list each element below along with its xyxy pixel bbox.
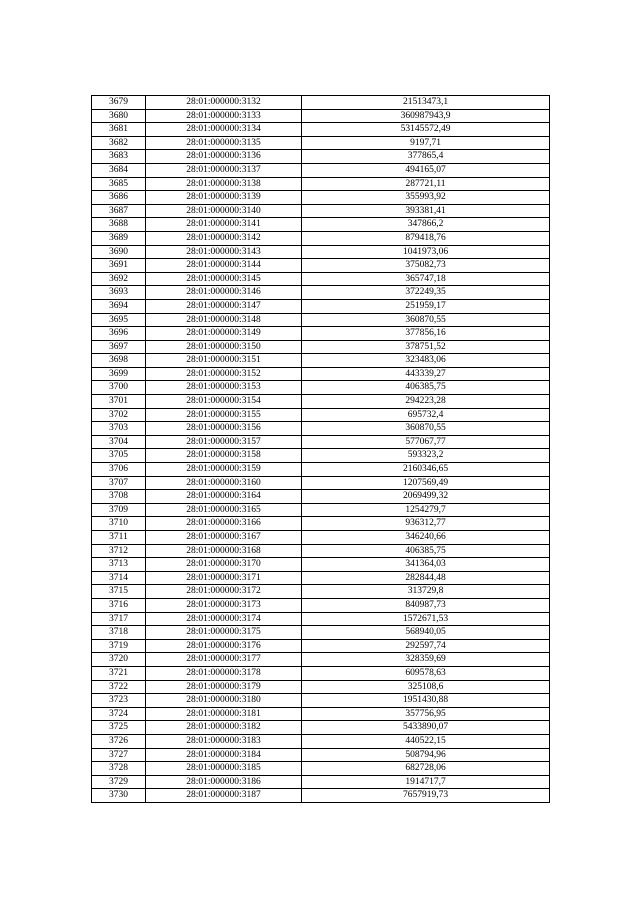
- table-row: [92, 653, 550, 667]
- value-cell: 365747,18: [302, 272, 550, 286]
- value-cell: 282844,48: [302, 571, 550, 585]
- cadastral-number-cell: 28:01:000000:3183: [146, 734, 302, 748]
- cadastral-number-cell: 28:01:000000:3134: [146, 123, 302, 137]
- value-cell: 53145572,49: [302, 123, 550, 137]
- value-cell: 328359,69: [302, 653, 550, 667]
- cadastral-number-cell: 28:01:000000:3168: [146, 544, 302, 558]
- row-number-cell: 3712: [92, 544, 146, 558]
- value-cell: 1914717,7: [302, 775, 550, 789]
- row-number-cell: 3691: [92, 259, 146, 273]
- table-row: [92, 204, 550, 218]
- cadastral-number-cell: 28:01:000000:3184: [146, 748, 302, 762]
- row-number-cell: 3684: [92, 163, 146, 177]
- value-cell: 292597,74: [302, 639, 550, 653]
- value-cell: 593323,2: [302, 449, 550, 463]
- table-row: [92, 463, 550, 477]
- cadastral-number-cell: 28:01:000000:3176: [146, 639, 302, 653]
- cadastral-number-cell: 28:01:000000:3178: [146, 666, 302, 680]
- table-row: [92, 762, 550, 776]
- value-cell: 375082,73: [302, 259, 550, 273]
- row-number-cell: 3699: [92, 367, 146, 381]
- cadastral-number-cell: 28:01:000000:3151: [146, 354, 302, 368]
- table-row: [92, 721, 550, 735]
- row-number-cell: 3693: [92, 286, 146, 300]
- table-row: [92, 109, 550, 123]
- value-cell: 393381,41: [302, 204, 550, 218]
- value-cell: 840987,73: [302, 598, 550, 612]
- row-number-cell: 3728: [92, 762, 146, 776]
- table-body: [92, 96, 550, 803]
- value-cell: 347866,2: [302, 218, 550, 232]
- table-row: [92, 367, 550, 381]
- table-row: [92, 96, 550, 110]
- value-cell: 378751,52: [302, 340, 550, 354]
- row-number-cell: 3718: [92, 626, 146, 640]
- row-number-cell: 3715: [92, 585, 146, 599]
- table-row: [92, 123, 550, 137]
- table-row: [92, 476, 550, 490]
- table-row: [92, 585, 550, 599]
- table-row: [92, 395, 550, 409]
- value-cell: 1207569,49: [302, 476, 550, 490]
- row-number-cell: 3689: [92, 231, 146, 245]
- cadastral-number-cell: 28:01:000000:3175: [146, 626, 302, 640]
- value-cell: 287721,11: [302, 177, 550, 191]
- row-number-cell: 3696: [92, 327, 146, 341]
- row-number-cell: 3713: [92, 558, 146, 572]
- value-cell: 360870,55: [302, 422, 550, 436]
- cadastral-number-cell: 28:01:000000:3170: [146, 558, 302, 572]
- value-cell: 1951430,88: [302, 694, 550, 708]
- row-number-cell: 3685: [92, 177, 146, 191]
- row-number-cell: 3730: [92, 789, 146, 803]
- value-cell: 695732,4: [302, 408, 550, 422]
- cadastral-number-cell: 28:01:000000:3139: [146, 191, 302, 205]
- cadastral-number-cell: 28:01:000000:3154: [146, 395, 302, 409]
- cadastral-number-cell: 28:01:000000:3146: [146, 286, 302, 300]
- value-cell: 406385,75: [302, 381, 550, 395]
- value-cell: 1254279,7: [302, 503, 550, 517]
- table-row: [92, 571, 550, 585]
- row-number-cell: 3709: [92, 503, 146, 517]
- cadastral-number-cell: 28:01:000000:3152: [146, 367, 302, 381]
- cadastral-number-cell: 28:01:000000:3174: [146, 612, 302, 626]
- table-row: [92, 775, 550, 789]
- row-number-cell: 3711: [92, 531, 146, 545]
- table-row: [92, 163, 550, 177]
- row-number-cell: 3700: [92, 381, 146, 395]
- cadastral-number-cell: 28:01:000000:3185: [146, 762, 302, 776]
- table-row: [92, 150, 550, 164]
- table-row: [92, 626, 550, 640]
- table-row: [92, 680, 550, 694]
- value-cell: 2069499,32: [302, 490, 550, 504]
- table-row: [92, 789, 550, 803]
- value-cell: 251959,17: [302, 299, 550, 313]
- value-cell: 294223,28: [302, 395, 550, 409]
- value-cell: 2160346,65: [302, 463, 550, 477]
- table-row: [92, 748, 550, 762]
- table-row: [92, 422, 550, 436]
- value-cell: 346240,66: [302, 531, 550, 545]
- value-cell: 325108,6: [302, 680, 550, 694]
- cadastral-number-cell: 28:01:000000:3145: [146, 272, 302, 286]
- value-cell: 360870,55: [302, 313, 550, 327]
- table-row: [92, 340, 550, 354]
- cadastral-number-cell: 28:01:000000:3173: [146, 598, 302, 612]
- table-row: [92, 435, 550, 449]
- row-number-cell: 3723: [92, 694, 146, 708]
- table-row: [92, 544, 550, 558]
- row-number-cell: 3724: [92, 707, 146, 721]
- row-number-cell: 3707: [92, 476, 146, 490]
- row-number-cell: 3729: [92, 775, 146, 789]
- cadastral-number-cell: 28:01:000000:3143: [146, 245, 302, 259]
- table-row: [92, 177, 550, 191]
- value-cell: 443339,27: [302, 367, 550, 381]
- value-cell: 372249,35: [302, 286, 550, 300]
- value-cell: 341364,03: [302, 558, 550, 572]
- cadastral-number-cell: 28:01:000000:3155: [146, 408, 302, 422]
- value-cell: 440522,15: [302, 734, 550, 748]
- table-row: [92, 272, 550, 286]
- row-number-cell: 3716: [92, 598, 146, 612]
- table-row: [92, 299, 550, 313]
- value-cell: 577067,77: [302, 435, 550, 449]
- table-row: [92, 707, 550, 721]
- value-cell: 494165,07: [302, 163, 550, 177]
- row-number-cell: 3722: [92, 680, 146, 694]
- table-row: [92, 327, 550, 341]
- cadastral-number-cell: 28:01:000000:3167: [146, 531, 302, 545]
- value-cell: 568940,05: [302, 626, 550, 640]
- table-row: [92, 612, 550, 626]
- cadastral-number-cell: 28:01:000000:3147: [146, 299, 302, 313]
- value-cell: 879418,76: [302, 231, 550, 245]
- row-number-cell: 3701: [92, 395, 146, 409]
- row-number-cell: 3690: [92, 245, 146, 259]
- table-row: [92, 503, 550, 517]
- cadastral-number-cell: 28:01:000000:3179: [146, 680, 302, 694]
- value-cell: 7657919,73: [302, 789, 550, 803]
- cadastral-number-cell: 28:01:000000:3136: [146, 150, 302, 164]
- cadastral-number-cell: 28:01:000000:3150: [146, 340, 302, 354]
- table-row: [92, 218, 550, 232]
- table-row: [92, 191, 550, 205]
- table-row: [92, 286, 550, 300]
- table-row: [92, 639, 550, 653]
- row-number-cell: 3710: [92, 517, 146, 531]
- row-number-cell: 3694: [92, 299, 146, 313]
- row-number-cell: 3725: [92, 721, 146, 735]
- value-cell: 1041973,06: [302, 245, 550, 259]
- table-row: [92, 245, 550, 259]
- table-row: [92, 354, 550, 368]
- table-row: [92, 531, 550, 545]
- row-number-cell: 3695: [92, 313, 146, 327]
- row-number-cell: 3680: [92, 109, 146, 123]
- cadastral-number-cell: 28:01:000000:3160: [146, 476, 302, 490]
- cadastral-number-cell: 28:01:000000:3158: [146, 449, 302, 463]
- value-cell: 21513473,1: [302, 96, 550, 110]
- table-row: [92, 449, 550, 463]
- value-cell: 355993,92: [302, 191, 550, 205]
- table-row: [92, 694, 550, 708]
- row-number-cell: 3692: [92, 272, 146, 286]
- cadastral-number-cell: 28:01:000000:3159: [146, 463, 302, 477]
- value-cell: 360987943,9: [302, 109, 550, 123]
- row-number-cell: 3726: [92, 734, 146, 748]
- row-number-cell: 3720: [92, 653, 146, 667]
- value-cell: 313729,8: [302, 585, 550, 599]
- row-number-cell: 3682: [92, 136, 146, 150]
- cadastral-number-cell: 28:01:000000:3172: [146, 585, 302, 599]
- cadastral-number-cell: 28:01:000000:3141: [146, 218, 302, 232]
- row-number-cell: 3702: [92, 408, 146, 422]
- row-number-cell: 3721: [92, 666, 146, 680]
- cadastral-number-cell: 28:01:000000:3180: [146, 694, 302, 708]
- row-number-cell: 3679: [92, 96, 146, 110]
- cadastral-number-cell: 28:01:000000:3181: [146, 707, 302, 721]
- table-row: [92, 517, 550, 531]
- table-row: [92, 734, 550, 748]
- cadastral-number-cell: 28:01:000000:3142: [146, 231, 302, 245]
- cadastral-number-cell: 28:01:000000:3149: [146, 327, 302, 341]
- table-row: [92, 558, 550, 572]
- value-cell: 406385,75: [302, 544, 550, 558]
- cadastral-number-cell: 28:01:000000:3138: [146, 177, 302, 191]
- cadastral-number-cell: 28:01:000000:3144: [146, 259, 302, 273]
- table-row: [92, 259, 550, 273]
- row-number-cell: 3719: [92, 639, 146, 653]
- value-cell: 1572671,53: [302, 612, 550, 626]
- cadastral-number-cell: 28:01:000000:3166: [146, 517, 302, 531]
- value-cell: 5433890,07: [302, 721, 550, 735]
- row-number-cell: 3697: [92, 340, 146, 354]
- row-number-cell: 3686: [92, 191, 146, 205]
- value-cell: 609578,63: [302, 666, 550, 680]
- cadastral-number-cell: 28:01:000000:3140: [146, 204, 302, 218]
- cadastral-value-table: [91, 95, 550, 803]
- cadastral-number-cell: 28:01:000000:3156: [146, 422, 302, 436]
- table-row: [92, 381, 550, 395]
- cadastral-number-cell: 28:01:000000:3135: [146, 136, 302, 150]
- cadastral-number-cell: 28:01:000000:3186: [146, 775, 302, 789]
- cadastral-number-cell: 28:01:000000:3153: [146, 381, 302, 395]
- row-number-cell: 3698: [92, 354, 146, 368]
- cadastral-number-cell: 28:01:000000:3133: [146, 109, 302, 123]
- value-cell: 508794,96: [302, 748, 550, 762]
- cadastral-number-cell: 28:01:000000:3177: [146, 653, 302, 667]
- row-number-cell: 3687: [92, 204, 146, 218]
- row-number-cell: 3714: [92, 571, 146, 585]
- row-number-cell: 3727: [92, 748, 146, 762]
- cadastral-number-cell: 28:01:000000:3157: [146, 435, 302, 449]
- row-number-cell: 3706: [92, 463, 146, 477]
- cadastral-number-cell: 28:01:000000:3171: [146, 571, 302, 585]
- cadastral-number-cell: 28:01:000000:3137: [146, 163, 302, 177]
- value-cell: 377856,16: [302, 327, 550, 341]
- value-cell: 357756,95: [302, 707, 550, 721]
- row-number-cell: 3717: [92, 612, 146, 626]
- row-number-cell: 3705: [92, 449, 146, 463]
- row-number-cell: 3681: [92, 123, 146, 137]
- row-number-cell: 3683: [92, 150, 146, 164]
- row-number-cell: 3688: [92, 218, 146, 232]
- cadastral-number-cell: 28:01:000000:3164: [146, 490, 302, 504]
- row-number-cell: 3703: [92, 422, 146, 436]
- table-row: [92, 598, 550, 612]
- cadastral-number-cell: 28:01:000000:3165: [146, 503, 302, 517]
- cadastral-number-cell: 28:01:000000:3148: [146, 313, 302, 327]
- table-row: [92, 490, 550, 504]
- cadastral-number-cell: 28:01:000000:3132: [146, 96, 302, 110]
- cadastral-number-cell: 28:01:000000:3187: [146, 789, 302, 803]
- row-number-cell: 3704: [92, 435, 146, 449]
- table-row: [92, 408, 550, 422]
- value-cell: 323483,06: [302, 354, 550, 368]
- row-number-cell: 3708: [92, 490, 146, 504]
- table-row: [92, 313, 550, 327]
- value-cell: 9197,71: [302, 136, 550, 150]
- table-row: [92, 136, 550, 150]
- cadastral-number-cell: 28:01:000000:3182: [146, 721, 302, 735]
- value-cell: 936312,77: [302, 517, 550, 531]
- table-row: [92, 666, 550, 680]
- value-cell: 377865,4: [302, 150, 550, 164]
- table-row: [92, 231, 550, 245]
- value-cell: 682728,06: [302, 762, 550, 776]
